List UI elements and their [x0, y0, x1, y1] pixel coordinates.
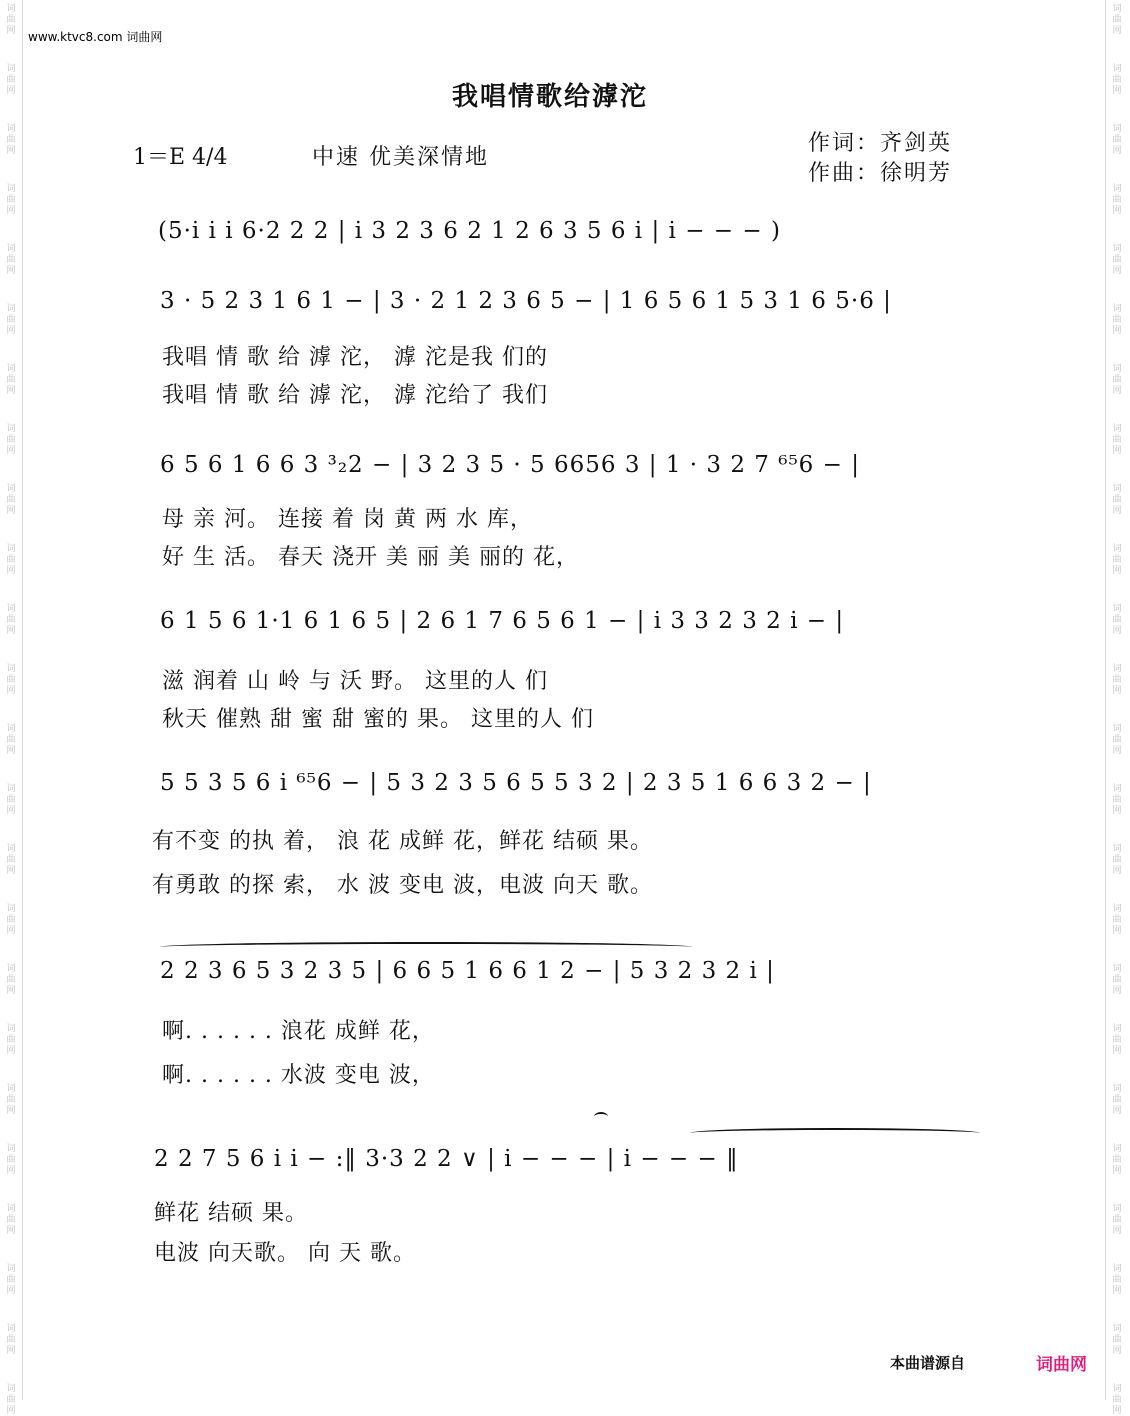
- side-watermark-glyph: 曲: [1112, 795, 1122, 805]
- lyricist-credit: 作词：齐剑英: [808, 131, 953, 156]
- side-watermark-glyph: 词: [6, 484, 16, 494]
- side-watermark-glyph: 曲: [1112, 195, 1122, 205]
- side-watermark-glyph: 网: [6, 86, 16, 96]
- side-watermark-glyph: 曲: [1112, 1155, 1122, 1165]
- side-watermark-glyph: 曲: [1112, 75, 1122, 85]
- side-watermark-glyph: 词: [6, 604, 16, 614]
- side-watermark-glyph: 网: [6, 386, 16, 396]
- side-watermark-glyph: 网: [6, 326, 16, 336]
- side-watermark-glyph: 词: [1112, 1384, 1122, 1394]
- lyric-line-5-verse-2: 啊. . . . . . 水波 变电 波，: [162, 1063, 435, 1088]
- side-watermark-glyph: 曲: [1112, 315, 1122, 325]
- side-watermark-glyph: 曲: [6, 1275, 16, 1285]
- side-watermark-glyph: 网: [6, 1406, 16, 1416]
- side-watermark-glyph: 曲: [6, 1395, 16, 1405]
- right-watermark-strip: [1105, 0, 1130, 1416]
- side-watermark-glyph: 词: [1112, 604, 1122, 614]
- side-watermark-glyph: 网: [1112, 1226, 1122, 1236]
- side-watermark-glyph: 曲: [6, 615, 16, 625]
- side-watermark-glyph: 网: [1112, 1406, 1122, 1416]
- side-watermark-glyph: 曲: [1112, 375, 1122, 385]
- lyric-line-1-verse-2: 我唱 情 歌 给 滹 沱， 滹 沱给了 我们: [162, 383, 548, 408]
- side-watermark-glyph: 曲: [6, 915, 16, 925]
- side-watermark-glyph: 词: [6, 364, 16, 374]
- side-watermark-glyph: 曲: [1112, 855, 1122, 865]
- side-watermark-glyph: 网: [6, 686, 16, 696]
- side-watermark-glyph: 网: [1112, 626, 1122, 636]
- side-watermark-glyph: 曲: [6, 975, 16, 985]
- music-line-5: 2 2 3 6 5 3 2 3 5 | 6 6 5 1 6 6 1 2 − | 5 3 2 3 2 i |: [160, 958, 775, 984]
- side-watermark-glyph: 词: [6, 1204, 16, 1214]
- side-watermark-glyph: 曲: [1112, 1275, 1122, 1285]
- side-watermark-glyph: 网: [1112, 266, 1122, 276]
- side-watermark-glyph: 曲: [6, 1035, 16, 1045]
- side-watermark-glyph: 曲: [1112, 255, 1122, 265]
- side-watermark-glyph: 词: [6, 544, 16, 554]
- side-watermark-glyph: 词: [1112, 724, 1122, 734]
- music-line-intro: (5·i i i 6·2 2 2 | i 3 2 3 6 2 1 2 6 3 5 6 i | i − − − ): [158, 218, 781, 244]
- side-watermark-glyph: 词: [6, 1264, 16, 1274]
- side-watermark-glyph: 曲: [1112, 675, 1122, 685]
- side-watermark-glyph: 词: [6, 904, 16, 914]
- side-watermark-glyph: 曲: [6, 1335, 16, 1345]
- lyric-line-4-verse-2: 有勇敢 的探 索， 水 波 变电 波，电波 向天 歌。: [152, 873, 653, 898]
- side-watermark-glyph: 词: [1112, 544, 1122, 554]
- side-watermark-glyph: 曲: [6, 75, 16, 85]
- music-line-2: 6 5 6 1 6 6 3 ³₂2 − | 3 2 3 5 · 5 6656 3 | 1 · 3 2 7 ⁶⁵6 − |: [160, 452, 860, 478]
- final-tie: [690, 1128, 980, 1138]
- side-watermark-glyph: 词: [1112, 1024, 1122, 1034]
- music-line-6: 2 2 7 5 6 i i − :‖ 3·3 2 2 ∨ | i − − − | i − − − ‖: [154, 1146, 739, 1172]
- side-watermark-glyph: 曲: [6, 495, 16, 505]
- side-watermark-glyph: 曲: [6, 675, 16, 685]
- side-watermark-glyph: 曲: [6, 855, 16, 865]
- side-watermark-glyph: 词: [6, 304, 16, 314]
- site-logo[interactable]: 词曲网: [1036, 1355, 1087, 1375]
- side-watermark-glyph: 词: [6, 1384, 16, 1394]
- side-watermark-glyph: 曲: [1112, 735, 1122, 745]
- side-watermark-glyph: 网: [6, 206, 16, 216]
- music-line-3: 6 1 5 6 1·1 6 1 6 5 | 2 6 1 7 6 5 6 1 − | i 3 3 2 3 2 i − |: [160, 608, 845, 634]
- side-watermark-glyph: 网: [1112, 686, 1122, 696]
- side-watermark-glyph: 曲: [6, 1155, 16, 1165]
- side-watermark-glyph: 词: [1112, 424, 1122, 434]
- side-watermark-glyph: 网: [6, 1286, 16, 1296]
- side-watermark-glyph: 曲: [6, 435, 16, 445]
- side-watermark-glyph: 网: [6, 1166, 16, 1176]
- side-watermark-glyph: 曲: [1112, 1035, 1122, 1045]
- side-watermark-glyph: 网: [6, 626, 16, 636]
- side-watermark-glyph: 词: [1112, 1144, 1122, 1154]
- side-watermark-glyph: 网: [6, 266, 16, 276]
- side-watermark-glyph: 网: [1112, 326, 1122, 336]
- side-watermark-glyph: 词: [6, 244, 16, 254]
- side-watermark-glyph: 词: [1112, 964, 1122, 974]
- side-watermark-glyph: 词: [6, 1084, 16, 1094]
- side-watermark-glyph: 曲: [6, 135, 16, 145]
- side-watermark-glyph: 词: [6, 124, 16, 134]
- side-watermark-glyph: 词: [1112, 904, 1122, 914]
- fermata-mark: [594, 1112, 608, 1121]
- side-watermark-glyph: 词: [1112, 844, 1122, 854]
- side-watermark-glyph: 曲: [6, 315, 16, 325]
- side-watermark-glyph: 词: [6, 1324, 16, 1334]
- side-watermark-glyph: 词: [6, 724, 16, 734]
- side-watermark-glyph: 词: [1112, 1324, 1122, 1334]
- side-watermark-glyph: 曲: [6, 1215, 16, 1225]
- side-watermark-glyph: 曲: [6, 255, 16, 265]
- side-watermark-glyph: 网: [1112, 1106, 1122, 1116]
- side-watermark-glyph: 词: [1112, 664, 1122, 674]
- side-watermark-glyph: 网: [1112, 1046, 1122, 1056]
- side-watermark-glyph: 曲: [6, 195, 16, 205]
- side-watermark-glyph: 网: [6, 806, 16, 816]
- side-watermark-glyph: 词: [1112, 64, 1122, 74]
- side-watermark-glyph: 词: [6, 184, 16, 194]
- source-label: 本曲谱源自: [890, 1354, 966, 1372]
- side-watermark-glyph: 曲: [1112, 1335, 1122, 1345]
- lyric-line-3-verse-1: 滋 润着 山 岭 与 沃 野。 这里的人 们: [162, 669, 548, 694]
- site-watermark: www.ktvc8.com 词曲网: [28, 30, 163, 44]
- lyric-line-6-verse-2: 电波 向天歌。 向 天 歌。: [154, 1241, 416, 1266]
- lyric-line-2-verse-2: 好 生 活。 春天 浇开 美 丽 美 丽的 花，: [162, 545, 579, 570]
- side-watermark-glyph: 网: [1112, 146, 1122, 156]
- side-watermark-glyph: 网: [1112, 926, 1122, 936]
- side-watermark-glyph: 网: [6, 146, 16, 156]
- side-watermark-glyph: 词: [1112, 124, 1122, 134]
- side-watermark-glyph: 词: [1112, 1084, 1122, 1094]
- side-watermark-glyph: 曲: [6, 795, 16, 805]
- side-watermark-glyph: 词: [1112, 4, 1122, 14]
- side-watermark-glyph: 词: [1112, 484, 1122, 494]
- side-watermark-glyph: 网: [1112, 26, 1122, 36]
- side-watermark-glyph: 网: [6, 1346, 16, 1356]
- lyric-line-6-verse-1: 鲜花 结硕 果。: [154, 1201, 308, 1226]
- side-watermark-glyph: 词: [1112, 304, 1122, 314]
- side-watermark-glyph: 网: [6, 1226, 16, 1236]
- side-watermark-glyph: 词: [1112, 184, 1122, 194]
- side-watermark-glyph: 词: [6, 784, 16, 794]
- key-signature: 1＝E 4/4: [133, 145, 228, 170]
- side-watermark-glyph: 词: [6, 4, 16, 14]
- lyric-line-3-verse-2: 秋天 催熟 甜 蜜 甜 蜜的 果。 这里的人 们: [162, 707, 594, 732]
- side-watermark-glyph: 网: [1112, 806, 1122, 816]
- lyric-line-2-verse-1: 母 亲 河。 连接 着 岗 黄 两 水 库，: [162, 507, 533, 532]
- side-watermark-glyph: 网: [1112, 566, 1122, 576]
- lyric-line-5-verse-1: 啊. . . . . . 浪花 成鲜 花，: [162, 1019, 435, 1044]
- side-watermark-glyph: 网: [6, 566, 16, 576]
- side-watermark-glyph: 曲: [1112, 15, 1122, 25]
- side-watermark-glyph: 曲: [1112, 615, 1122, 625]
- side-watermark-glyph: 词: [6, 64, 16, 74]
- left-watermark-strip: [0, 0, 23, 1416]
- side-watermark-glyph: 网: [1112, 1286, 1122, 1296]
- tempo-marking: 中速 优美深情地: [312, 145, 489, 170]
- side-watermark-glyph: 网: [1112, 86, 1122, 96]
- side-watermark-glyph: 曲: [1112, 495, 1122, 505]
- side-watermark-glyph: 网: [6, 446, 16, 456]
- side-watermark-glyph: 网: [1112, 506, 1122, 516]
- side-watermark-glyph: 网: [6, 746, 16, 756]
- side-watermark-glyph: 曲: [1112, 915, 1122, 925]
- side-watermark-glyph: 词: [1112, 364, 1122, 374]
- lyric-line-1-verse-1: 我唱 情 歌 给 滹 沱， 滹 沱是我 们的: [162, 345, 548, 370]
- side-watermark-glyph: 网: [1112, 206, 1122, 216]
- side-watermark-glyph: 曲: [6, 15, 16, 25]
- side-watermark-glyph: 网: [1112, 986, 1122, 996]
- side-watermark-glyph: 曲: [1112, 1215, 1122, 1225]
- composer-credit: 作曲：徐明芳: [808, 161, 953, 186]
- side-watermark-glyph: 词: [6, 1144, 16, 1154]
- side-watermark-glyph: 曲: [6, 555, 16, 565]
- side-watermark-glyph: 网: [1112, 746, 1122, 756]
- side-watermark-glyph: 曲: [1112, 435, 1122, 445]
- side-watermark-glyph: 词: [1112, 784, 1122, 794]
- side-watermark-glyph: 网: [1112, 386, 1122, 396]
- side-watermark-glyph: 网: [6, 26, 16, 36]
- side-watermark-glyph: 网: [1112, 866, 1122, 876]
- music-line-1: 3 · 5 2 3 1 6 1 − | 3 · 2 1 2 3 6 5 − | 1 6 5 6 1 5 3 1 6 5·6 |: [160, 288, 892, 314]
- side-watermark-glyph: 网: [6, 986, 16, 996]
- side-watermark-glyph: 词: [1112, 1264, 1122, 1274]
- side-watermark-glyph: 网: [6, 1106, 16, 1116]
- side-watermark-glyph: 网: [6, 926, 16, 936]
- song-title: 我唱情歌给滹沱: [451, 82, 648, 112]
- long-slur: [160, 942, 692, 952]
- side-watermark-glyph: 网: [6, 506, 16, 516]
- side-watermark-glyph: 曲: [1112, 555, 1122, 565]
- side-watermark-glyph: 词: [6, 1024, 16, 1034]
- side-watermark-glyph: 曲: [1112, 1095, 1122, 1105]
- side-watermark-glyph: 词: [6, 964, 16, 974]
- side-watermark-glyph: 网: [6, 1046, 16, 1056]
- side-watermark-glyph: 曲: [6, 375, 16, 385]
- side-watermark-glyph: 词: [1112, 1204, 1122, 1214]
- lyric-line-4-verse-1: 有不变 的执 着， 浪 花 成鲜 花，鲜花 结硕 果。: [152, 829, 653, 854]
- side-watermark-glyph: 网: [6, 866, 16, 876]
- side-watermark-glyph: 曲: [6, 1095, 16, 1105]
- side-watermark-glyph: 词: [6, 424, 16, 434]
- side-watermark-glyph: 曲: [1112, 975, 1122, 985]
- music-line-4: 5 5 3 5 6 i ⁶⁵6 − | 5 3 2 3 5 6 5 5 3 2 | 2 3 5 1 6 6 3 2 − |: [160, 770, 872, 796]
- side-watermark-glyph: 词: [6, 664, 16, 674]
- side-watermark-glyph: 网: [1112, 446, 1122, 456]
- side-watermark-glyph: 词: [6, 844, 16, 854]
- side-watermark-glyph: 曲: [1112, 1395, 1122, 1405]
- side-watermark-glyph: 网: [1112, 1346, 1122, 1356]
- side-watermark-glyph: 曲: [6, 735, 16, 745]
- side-watermark-glyph: 网: [1112, 1166, 1122, 1176]
- side-watermark-glyph: 词: [1112, 244, 1122, 254]
- side-watermark-glyph: 曲: [1112, 135, 1122, 145]
